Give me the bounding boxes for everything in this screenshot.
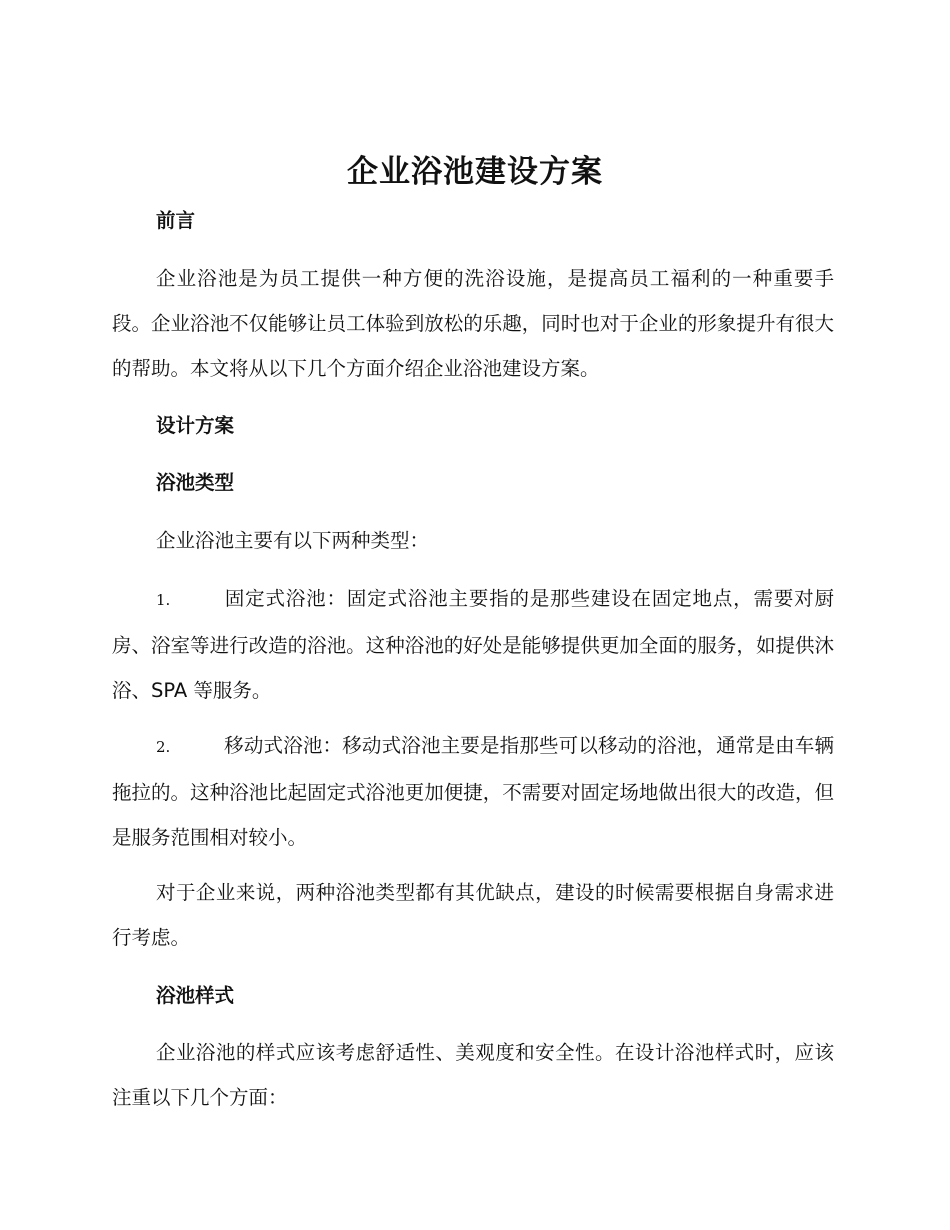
list-item [112, 723, 834, 860]
paragraph-text: 企业浴池是为员工提供一种方便的洗浴设施，是提高员工福利的一种重要手段。企业浴池不仅能够让员工体验到放松的乐趣，同时也对于企业的形象提升有很大的帮助。本文将从以下几个方面介绍企业浴池建设方案。 [112, 267, 834, 380]
preface-paragraph [112, 256, 834, 391]
section-heading-style: 浴池样式 [156, 984, 235, 1007]
types-summary-paragraph [112, 870, 834, 960]
list-number: 1. [156, 591, 171, 609]
section-heading-types: 浴池类型 [156, 471, 235, 494]
list-item-paragraph [112, 576, 834, 713]
list-item-paragraph [112, 723, 834, 860]
list-item [112, 576, 834, 713]
paragraph-text: 对于企业来说，两种浴池类型都有其优缺点，建设的时候需要根据自身需求进行考虑。 [112, 881, 834, 949]
list-item-text: 固定式浴池：固定式浴池主要指的是那些建设在固定地点，需要对厨房、浴室等进行改造的浴池。这种浴池的好处是能够提供更加全面的服务，如提供沐浴、SPA 等服务。 [112, 587, 834, 702]
list-number: 2. [156, 738, 171, 756]
section-heading-design: 设计方案 [156, 414, 235, 437]
document-title: 企业浴池建设方案 [347, 154, 603, 190]
types-intro-paragraph [112, 518, 834, 563]
section-heading-preface: 前言 [156, 209, 196, 232]
list-item-text: 移动式浴池：移动式浴池主要是指那些可以移动的浴池，通常是由车辆拖拉的。这种浴池比起固定式浴池更加便捷，不需要对固定场地做出很大的改造，但是服务范围相对较小。 [112, 734, 834, 849]
paragraph-text: 企业浴池主要有以下两种类型： [156, 529, 430, 552]
style-paragraph [112, 1030, 834, 1120]
paragraph-text: 企业浴池的样式应该考虑舒适性、美观度和安全性。在设计浴池样式时，应该注重以下几个方面： [112, 1041, 834, 1109]
